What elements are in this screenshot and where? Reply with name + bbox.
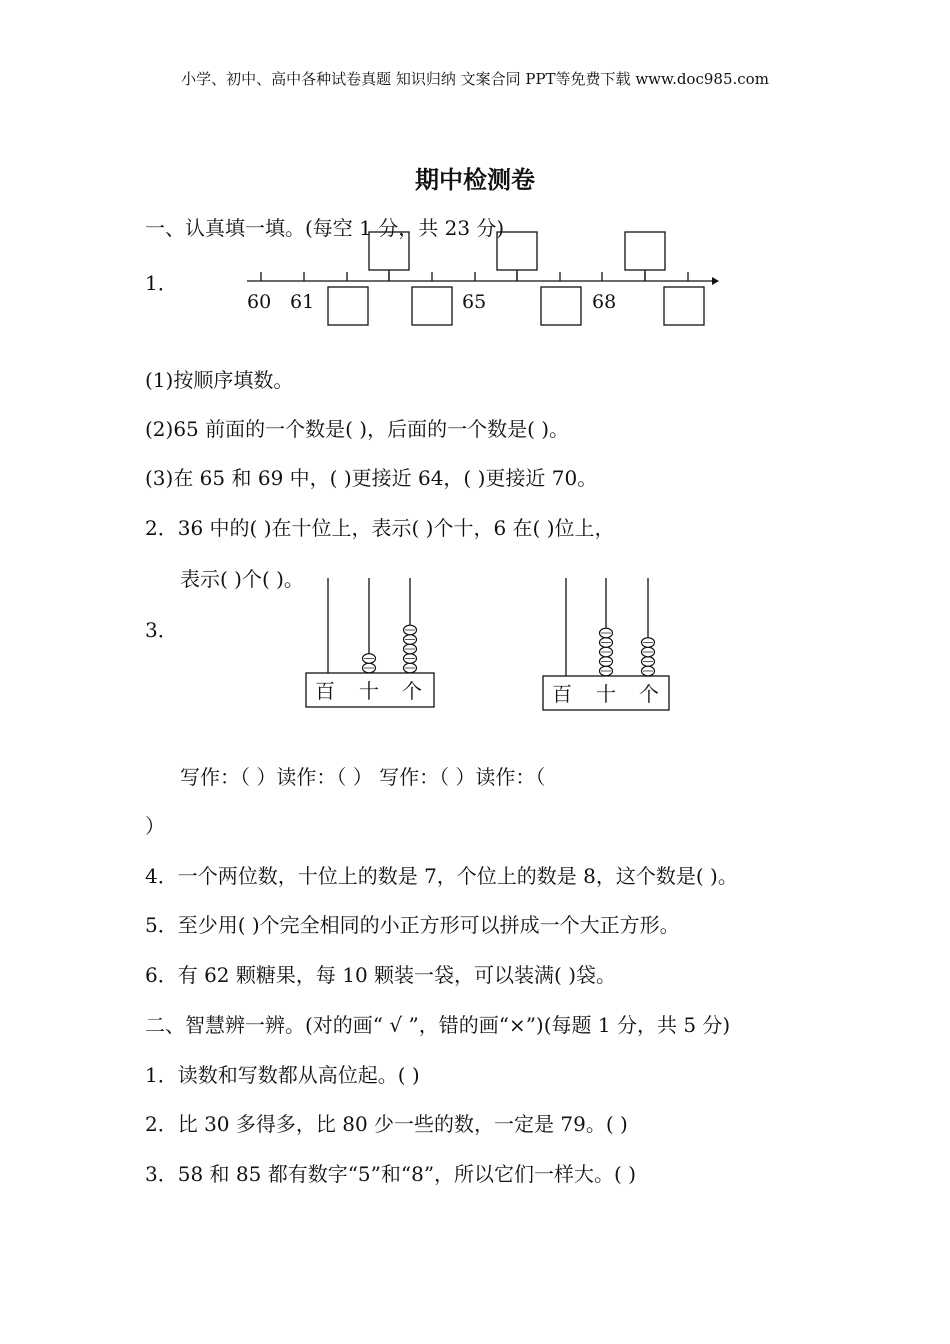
number-line: [247, 232, 719, 325]
number-line-label: 68: [592, 291, 617, 313]
section2-heading: 二、智慧辨一辨。(对的画“ √ ”，错的画“×”)(每题 1 分，共 5 分): [145, 1013, 731, 1037]
page-header: 小学、初中、高中各种试卷真题 知识归纳 文案合同 PPT等免费下载 www.doc985.com: [181, 70, 769, 88]
number-line-ticks: [261, 272, 688, 281]
abacus-bead: [363, 663, 376, 673]
abacus-bead: [404, 625, 417, 635]
q3-write-read: 写作：（ ）读作：（ ） 写作：（ ）读作：（: [180, 765, 546, 789]
abacus-base: [306, 673, 434, 707]
abacus-bead: [363, 654, 376, 664]
answer-box-lower: [412, 287, 452, 325]
number-line-label: 61: [290, 291, 315, 313]
q1-number: 1．: [145, 271, 178, 295]
judge-item-2: 2．比 30 多得多，比 80 少一些的数，一定是 79。( ): [145, 1112, 628, 1136]
number-line-arrow: [712, 277, 719, 285]
abacus-beads-ones: [404, 625, 417, 673]
abacus-label-ones: 个: [402, 679, 422, 703]
abacus-bead: [600, 647, 613, 657]
q3-write-read-wrap: ）: [145, 814, 165, 838]
abacus-beads-ones: [642, 638, 655, 676]
abacus-bead: [600, 657, 613, 667]
q1-sub2: (2)65 前面的一个数是( )，后面的一个数是( )。: [145, 417, 570, 441]
abacus-label-hundreds: 百: [552, 682, 572, 706]
number-line-label: 65: [462, 291, 487, 313]
abacus-bead: [600, 666, 613, 676]
abacus-label-tens: 十: [359, 679, 379, 703]
abacus-bead: [600, 638, 613, 648]
abacus-beads-tens: [600, 628, 613, 676]
abacus-bead: [404, 635, 417, 645]
section1-heading: 一、认真填一填。(每空 1 分，共 23 分): [145, 216, 505, 240]
abacus-label-tens: 十: [596, 682, 616, 706]
q6: 6．有 62 颗糖果，每 10 颗装一袋，可以装满( )袋。: [145, 963, 617, 987]
answer-box-lower: [328, 287, 368, 325]
abacus-bead: [642, 647, 655, 657]
abacus-2: [543, 578, 669, 710]
abacus-1: [306, 578, 434, 707]
abacus-label-ones: 个: [639, 682, 659, 706]
judge-item-3: 3．58 和 85 都有数字“5”和“8”，所以它们一样大。( ): [145, 1162, 637, 1186]
page-title: 期中检测卷: [415, 166, 535, 194]
q5: 5．至少用( )个完全相同的小正方形可以拼成一个大正方形。: [145, 913, 680, 937]
abacus-bead: [642, 666, 655, 676]
abacus-bead: [404, 644, 417, 654]
abacus-base: [543, 676, 669, 710]
q4: 4．一个两位数，十位上的数是 7，个位上的数是 8，这个数是( )。: [145, 864, 738, 888]
q2-line1: 2．36 中的( )在十位上，表示( )个十，6 在( )位上，: [145, 516, 615, 540]
abacus-bead: [642, 657, 655, 667]
abacus-bead: [642, 638, 655, 648]
abacus-bead: [600, 628, 613, 638]
q3-number: 3．: [145, 618, 178, 642]
q1-sub3: (3)在 65 和 69 中，( )更接近 64，( )更接近 70。: [145, 466, 598, 490]
q1-sub1: (1)按顺序填数。: [145, 368, 294, 392]
judge-item-1: 1．读数和写数都从高位起。( ): [145, 1063, 420, 1087]
abacus-bead: [404, 654, 417, 664]
abacus-label-hundreds: 百: [315, 679, 335, 703]
answer-box-upper: [625, 232, 665, 270]
answer-box-lower: [541, 287, 581, 325]
q2-line2: 表示( )个( )。: [180, 567, 304, 591]
number-line-label: 60: [247, 291, 272, 313]
abacus-beads-tens: [363, 654, 376, 673]
answer-box-lower: [664, 287, 704, 325]
abacus-bead: [404, 663, 417, 673]
